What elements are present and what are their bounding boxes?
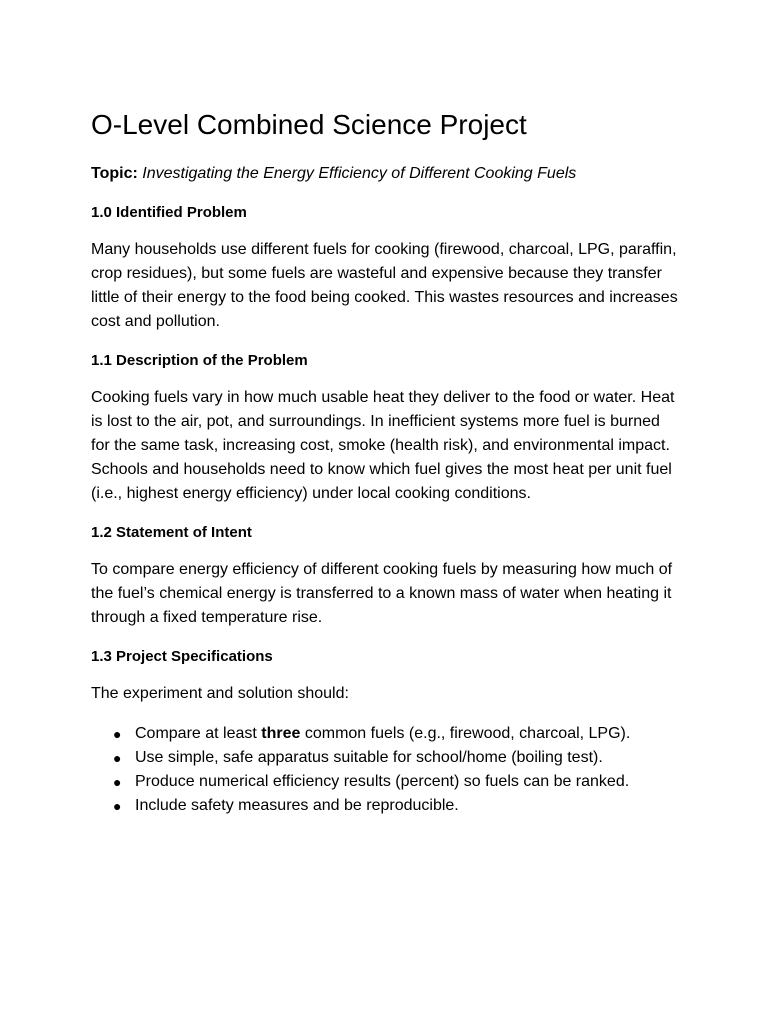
- bullet-icon: ●: [113, 726, 122, 742]
- list-item: [113, 794, 681, 818]
- bullet-icon: ●: [113, 798, 122, 814]
- topic-line: [91, 162, 681, 186]
- bullet-icon: ●: [113, 774, 122, 790]
- section-body-project-specifications: The experiment and solution should:: [91, 685, 349, 702]
- specifications-list: [91, 722, 681, 818]
- list-item: [113, 746, 681, 770]
- page-title: O-Level Combined Science Project: [91, 109, 527, 140]
- document-page: [91, 108, 681, 818]
- section-body-problem-description: Cooking fuels vary in how much usable heat they deliver to the food or water. Heat is lost to the air, pot, and surroundings. In inefficient systems more fuel is burned for the same task, increasing cost, smoke (health risk), and environmental impact. Schools and households need to know which fuel gives the most heat per unit fuel (i.e., highest energy efficiency) under local cooking conditions.: [91, 389, 675, 502]
- section-heading-project-specifications: 1.3 Project Specifications: [91, 648, 273, 665]
- spec-item-text-prefix: Compare at least: [135, 725, 262, 742]
- spec-item-text-suffix: common fuels (e.g., firewood, charcoal, LPG).: [300, 725, 631, 742]
- section-heading-statement-of-intent: 1.2 Statement of Intent: [91, 524, 252, 541]
- section-body-statement-of-intent: To compare energy efficiency of different cooking fuels by measuring how much of the fuel’s chemical energy is transferred to a known mass of water when heating it through a fixed temperature rise.: [91, 561, 673, 626]
- section-body-identified-problem: Many households use different fuels for cooking (firewood, charcoal, LPG, paraffin, crop residues), but some fuels are wasteful and expensive because they transfer little of their energy to the food being cooked. This wastes resources and increases cost and pollution.: [91, 241, 678, 330]
- list-item: [113, 770, 681, 794]
- section-heading-identified-problem: 1.0 Identified Problem: [91, 204, 247, 221]
- bullet-icon: ●: [113, 750, 122, 766]
- spec-item-text: Use simple, safe apparatus suitable for school/home (boiling test).: [135, 749, 603, 766]
- spec-item-text: Produce numerical efficiency results (percent) so fuels can be ranked.: [135, 773, 630, 790]
- spec-item-text: Include safety measures and be reproducible.: [135, 797, 459, 814]
- section-heading-problem-description: 1.1 Description of the Problem: [91, 352, 308, 369]
- spec-item-emphasis: three: [261, 725, 301, 742]
- topic-text: Investigating the Energy Efficiency of Different Cooking Fuels: [142, 165, 577, 182]
- list-item: [113, 722, 681, 746]
- topic-label: Topic:: [91, 165, 138, 182]
